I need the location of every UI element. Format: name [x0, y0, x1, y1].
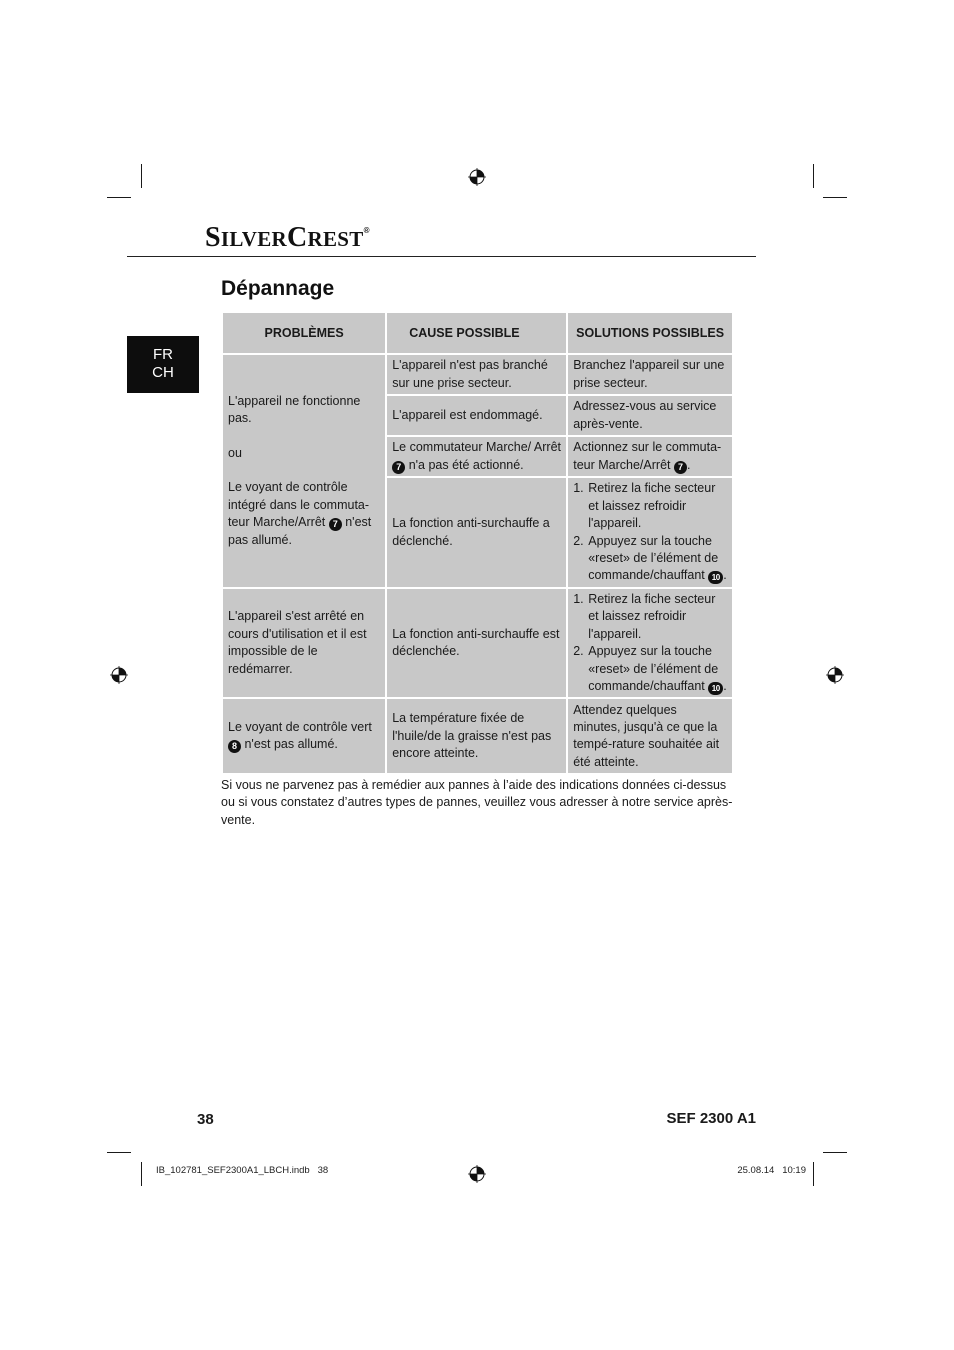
registration-mark-icon — [826, 666, 844, 684]
crop-mark — [823, 1152, 847, 1153]
part-number-badge: 7 — [329, 518, 342, 531]
table-row — [222, 698, 733, 774]
problem-cell: Le voyant de contrôle vert 8 n'est pas allumé. — [222, 698, 386, 774]
solution-step: 2. Appuyez sur la touche «reset» de l’élément de commande/chauffant 10 . — [573, 533, 727, 583]
cause-cell: La fonction anti-surchauffe a déclenché. — [386, 477, 567, 588]
language-code-ch: CH — [152, 364, 174, 381]
part-number-badge: 7 — [392, 461, 405, 474]
cause-cell: L'appareil est endommagé. — [386, 395, 567, 436]
solution-cell: Adressez-vous au service après-vente. — [567, 395, 733, 436]
part-number-badge: 10 — [708, 571, 723, 584]
crop-mark — [141, 1162, 142, 1186]
crop-mark — [823, 197, 847, 198]
solution-cell — [567, 477, 733, 588]
problem-text: Le voyant de contrôle intégré dans le commuta-teur Marche/Arrêt 7 n'est pas allumé. — [228, 480, 372, 547]
header-problems: PROBLÈMES — [222, 312, 386, 354]
problem-cell: L'appareil s'est arrêté en cours d'utilisation et il est impossible de le redémarrer. — [222, 588, 386, 698]
cause-cell: La fonction anti-surchauffe est déclenchée. — [386, 588, 567, 698]
cause-cell: L'appareil n'est pas branché sur une prise secteur. — [386, 354, 567, 395]
solution-step: 1. Retirez la fiche secteur et laissez refroidir l'appareil. — [573, 592, 716, 641]
cause-cell: La température fixée de l'huile/de la graisse n'est pas encore atteinte. — [386, 698, 567, 774]
solution-cell: Actionnez sur le commuta-teur Marche/Arrêt 7 . — [567, 436, 733, 477]
part-number-badge: 10 — [708, 682, 723, 695]
table-header-row — [222, 312, 733, 354]
after-sales-note: Si vous ne parvenez pas à remédier aux pannes à l’aide des indications données ci-dessus ou si vous constatez d’autres types de pannes, veuillez vous adresser à notre service après-vente. — [221, 778, 733, 827]
troubleshooting-table — [221, 311, 734, 775]
crop-mark — [107, 197, 131, 198]
part-number-badge: 7 — [674, 461, 687, 474]
problem-or: ou — [228, 445, 242, 460]
registration-mark-icon — [468, 1165, 486, 1183]
solution-step: 1. Retirez la fiche secteur et laissez refroidir l'appareil. — [573, 481, 716, 531]
brand-logo: SILVERCREST® — [205, 222, 370, 253]
print-file-info: IB_102781_SEF2300A1_LBCH.indb 38 — [156, 1165, 329, 1176]
language-code-fr: FR — [153, 346, 173, 363]
problem-text: L'appareil ne fonctionne pas. — [228, 394, 361, 426]
print-datetime: 25.08.14 10:19 — [737, 1165, 806, 1176]
part-number-badge: 8 — [228, 740, 241, 753]
language-tab — [127, 336, 199, 393]
solution-cell: Branchez l'appareil sur une prise secteur. — [567, 354, 733, 395]
table-row — [222, 354, 733, 395]
registration-mark-icon — [110, 666, 128, 684]
registration-mark-icon — [468, 168, 486, 186]
solution-step: 2. Appuyez sur la touche «reset» de l’élément de commande/chauffant 10 . — [573, 644, 727, 694]
solution-steps — [573, 591, 727, 695]
header-rule — [127, 256, 756, 257]
cause-cell: Le commutateur Marche/ Arrêt 7 n'a pas été actionné. — [386, 436, 567, 477]
page-number: 38 — [197, 1111, 214, 1128]
table-row — [222, 588, 733, 698]
crop-mark — [141, 164, 142, 188]
crop-mark — [813, 1162, 814, 1186]
solution-steps — [573, 480, 727, 584]
crop-mark — [107, 1152, 131, 1153]
header-cause: CAUSE POSSIBLE — [386, 312, 567, 354]
problem-cell — [222, 354, 386, 588]
page-title: Dépannage — [221, 277, 335, 300]
crop-mark — [813, 164, 814, 188]
header-solutions: SOLUTIONS POSSIBLES — [567, 312, 733, 354]
solution-cell: Attendez quelques minutes, jusqu'à ce que la tempé-rature souhaitée ait été atteinte. — [567, 698, 733, 774]
solution-cell — [567, 588, 733, 698]
model-name: SEF 2300 A1 — [666, 1110, 756, 1127]
